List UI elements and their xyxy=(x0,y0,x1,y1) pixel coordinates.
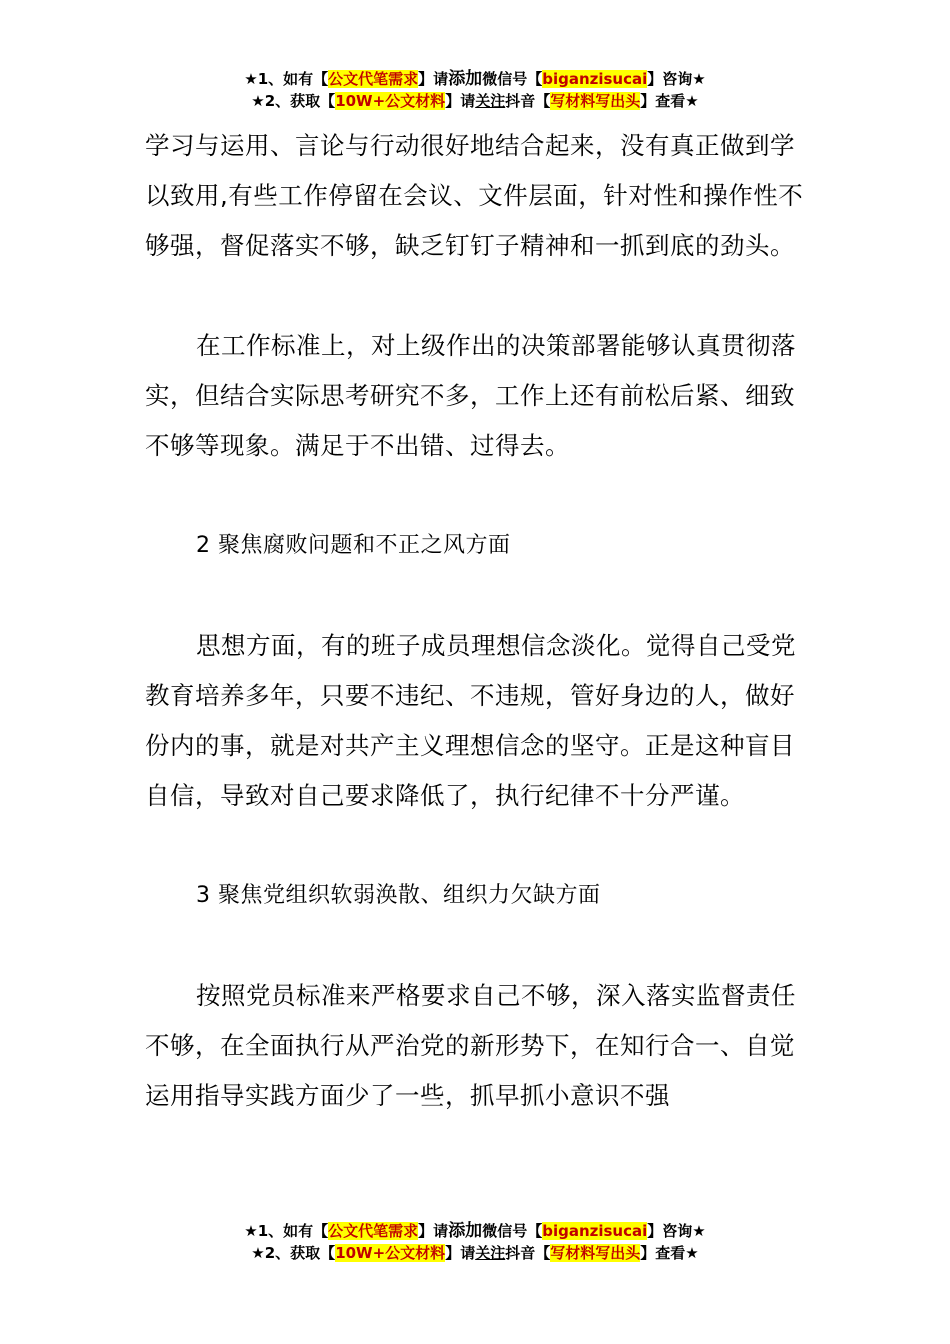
banner-text: 抖音【 xyxy=(505,92,551,110)
banner-highlight: biganzisucai xyxy=(542,70,648,88)
banner-line-2 xyxy=(0,90,950,112)
banner-text: 】查看★ xyxy=(640,92,699,110)
paragraph: 在工作标准上，对上级作出的决策部署能够认真贯彻落实，但结合实际思考研究不多，工作上还有前松后紧、细致不够等现象。满足于不出错、过得去。 xyxy=(145,331,796,460)
banner-highlight: biganzisucai xyxy=(542,1222,648,1240)
banner-emphasis: 关注 xyxy=(475,1244,506,1262)
banner-text: 微信号【 xyxy=(482,70,543,88)
banner-highlight: 公文代笔需求 xyxy=(328,1222,419,1240)
banner-text: 】请 xyxy=(445,1244,476,1262)
banner-highlight: 10W+公文材料 xyxy=(335,1244,446,1262)
banner-highlight: 10W+公文材料 xyxy=(335,92,446,110)
bottom-banner xyxy=(0,1220,950,1264)
banner-text: ★2、获取【 xyxy=(251,92,336,110)
banner-text: 】请 xyxy=(445,92,476,110)
banner-text: 】查看★ xyxy=(640,1244,699,1262)
banner-text: ★2、获取【 xyxy=(251,1244,336,1262)
paragraph: 学习与运用、言论与行动很好地结合起来，没有真正做到学以致用,有些工作停留在会议、文件层面，针对性和操作性不够强，督促落实不够，缺乏钉钉子精神和一抓到底的劲头。 xyxy=(145,131,804,260)
banner-text: 】咨询★ xyxy=(647,1222,706,1240)
banner-line-1 xyxy=(0,68,950,90)
banner-text: ★1、如有【 xyxy=(244,70,329,88)
banner-text: 抖音【 xyxy=(505,1244,551,1262)
banner-text: ★1、如有【 xyxy=(244,1222,329,1240)
banner-emphasis: 添加 xyxy=(448,69,483,89)
paragraph: 按照党员标准来严格要求自己不够，深入落实监督责任不够，在全面执行从严治党的新形势下，在知行合一、自觉运用指导实践方面少了一些，抓早抓小意识不强 xyxy=(145,981,796,1110)
banner-highlight: 公文代笔需求 xyxy=(328,70,419,88)
banner-text: 】咨询★ xyxy=(647,70,706,88)
banner-line-1 xyxy=(0,1220,950,1242)
banner-highlight: 写材料写出头 xyxy=(550,92,641,110)
banner-line-2 xyxy=(0,1242,950,1264)
top-banner xyxy=(0,68,950,112)
document-body xyxy=(145,121,810,1121)
banner-emphasis: 添加 xyxy=(448,1221,483,1241)
banner-text: 微信号【 xyxy=(482,1222,543,1240)
paragraph: 思想方面，有的班子成员理想信念淡化。觉得自己受党教育培养多年，只要不违纪、不违规，管好身边的人，做好份内的事，就是对共产主义理想信念的坚守。正是这种盲目自信，导致对自己要求降低了，执行纪律不十分严谨。 xyxy=(145,631,796,810)
banner-highlight: 写材料写出头 xyxy=(550,1244,641,1262)
section-heading: 3 聚焦党组织软弱涣散、组织力欠缺方面 xyxy=(196,883,601,908)
banner-text: 】请 xyxy=(418,1222,449,1240)
banner-emphasis: 关注 xyxy=(475,92,506,110)
banner-text: 】请 xyxy=(418,70,449,88)
section-heading: 2 聚焦腐败问题和不正之风方面 xyxy=(196,533,511,558)
